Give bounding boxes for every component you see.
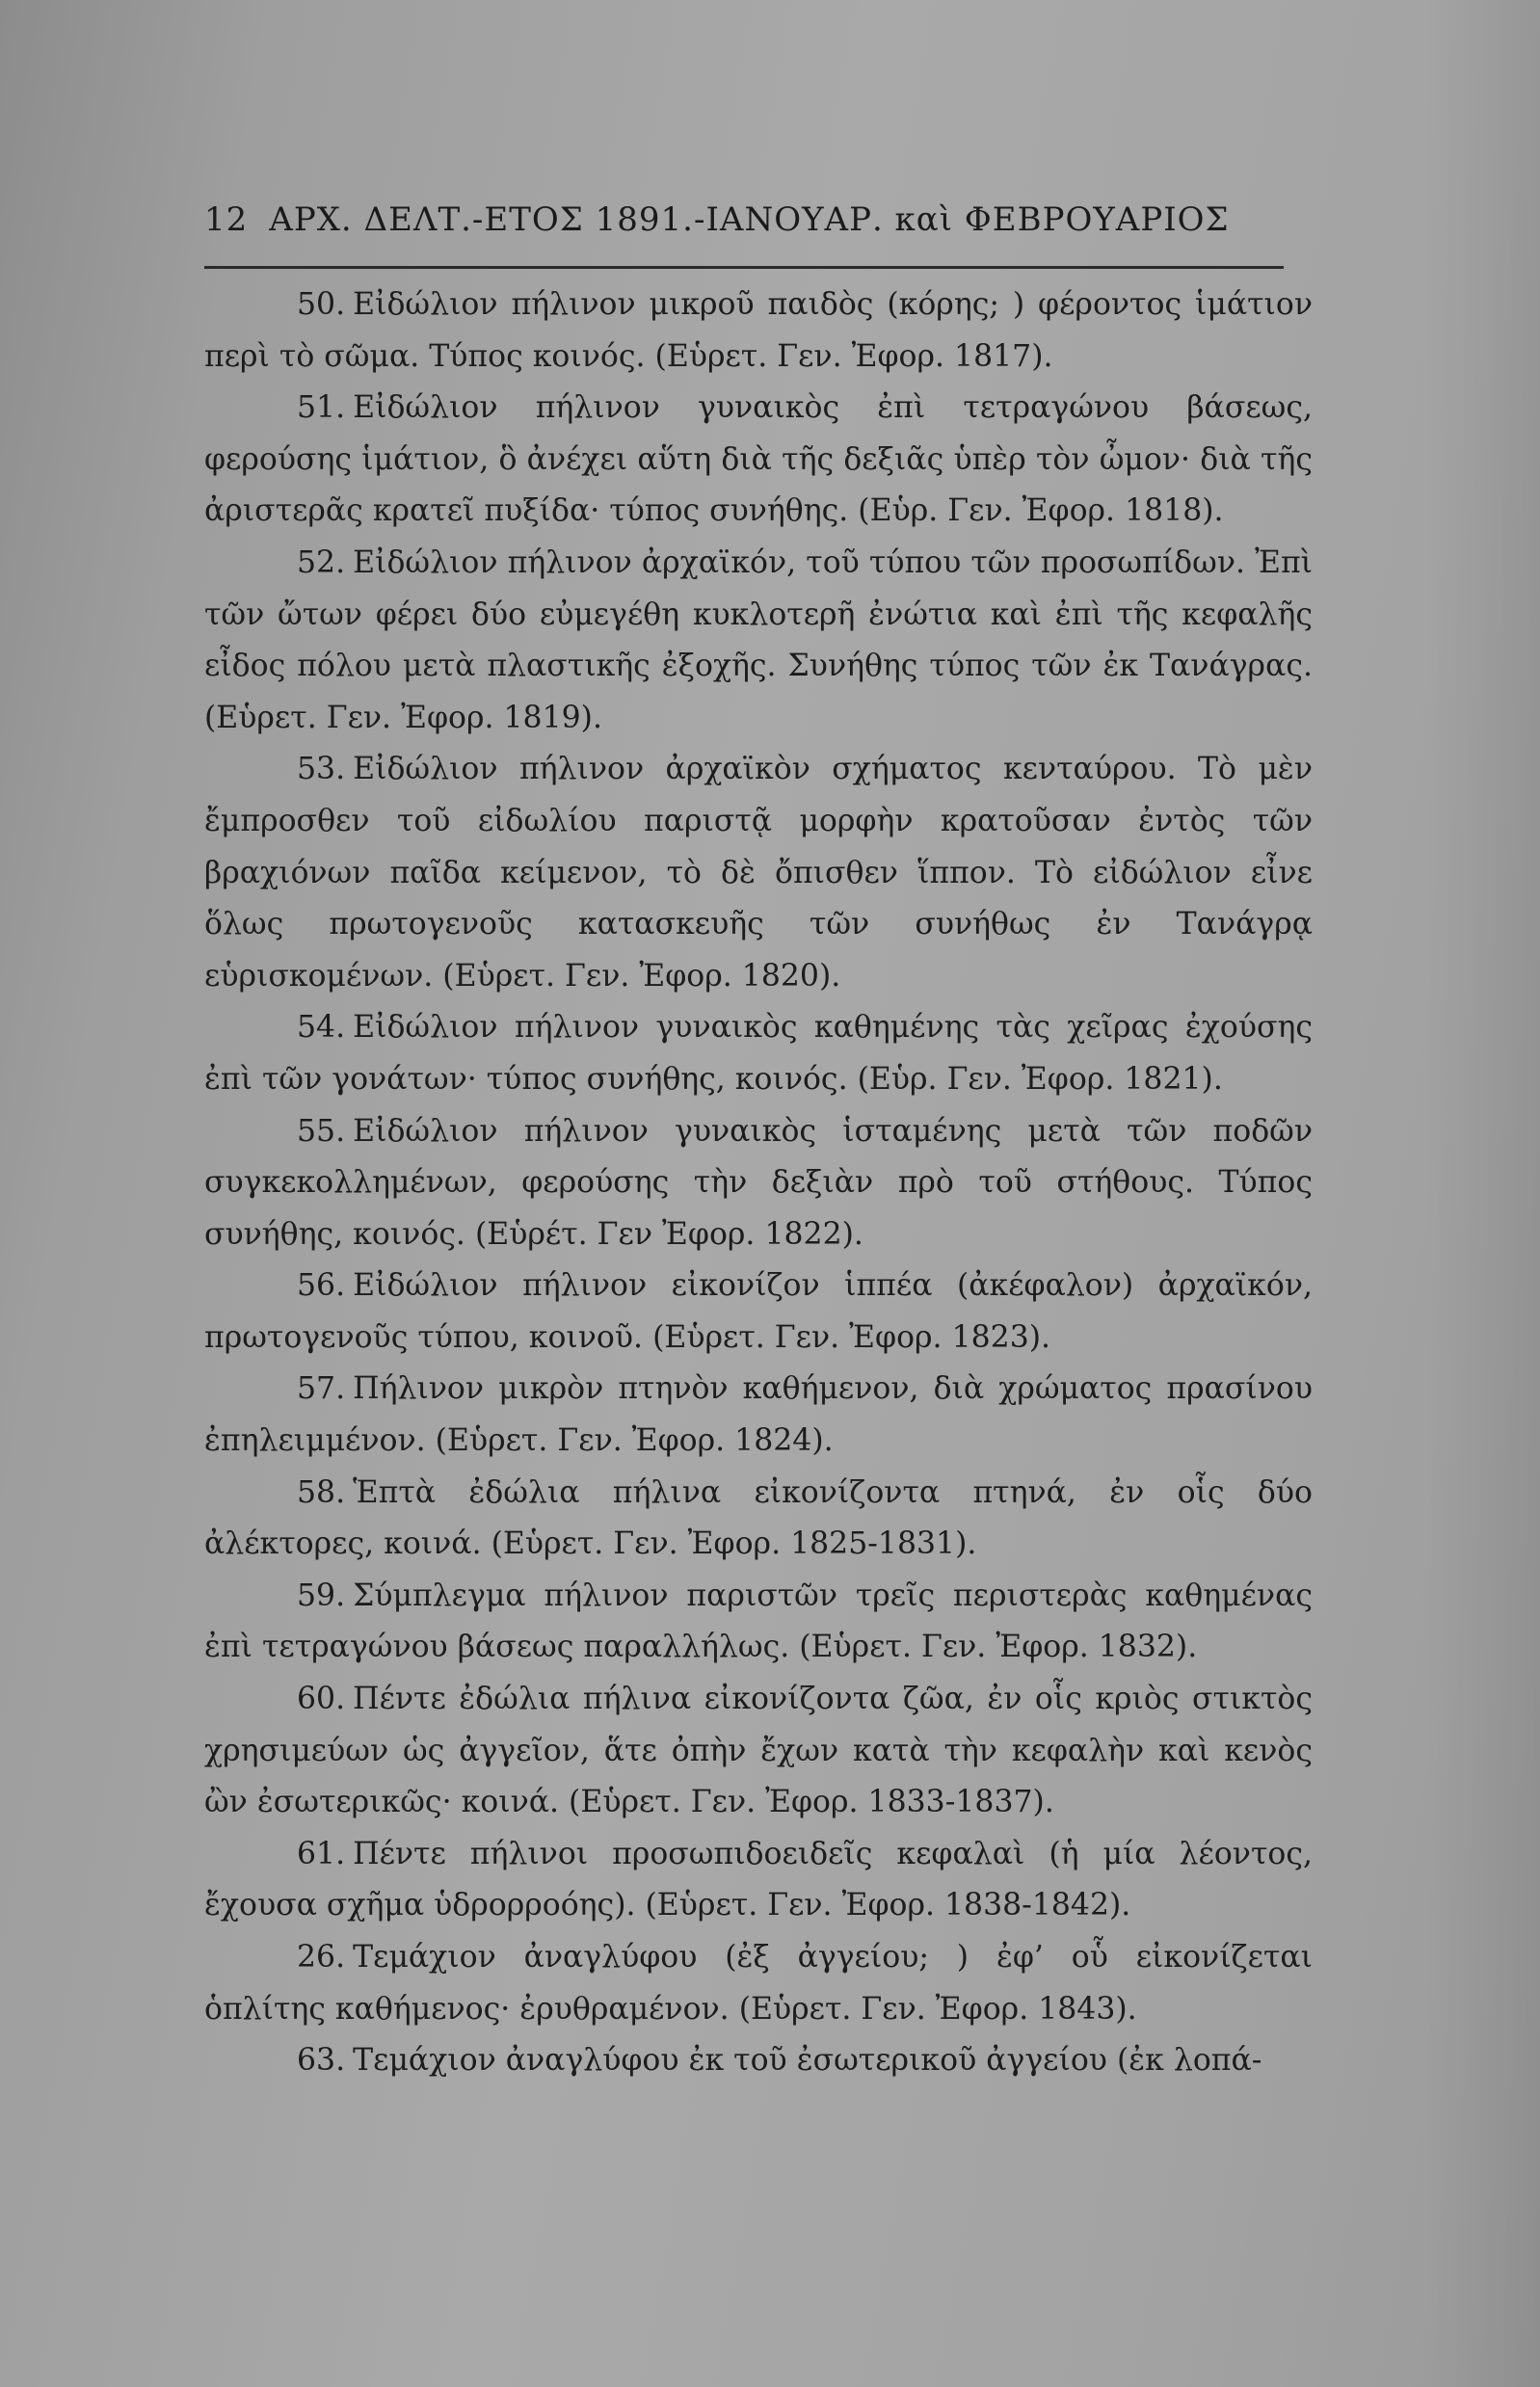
entry-text: Εἰδώλιον πήλινον μικροῦ παιδὸς (κόρης; ) φέροντος ἱμάτιον περὶ τὸ σῶμα. Τύπος κοινός. (Εὑρετ. Γεν. Ἐφορ. 1817). <box>204 287 1313 374</box>
catalogue-entry-63 <box>204 2035 1313 2087</box>
entry-text: Ἑπτὰ ἐδώλια πήλινα εἰκονίζοντα πτηνά, ἐν οἷς δύο ἀλέκτορες, κοινά. (Εὑρετ. Γεν. Ἐφορ. 1825-1831). <box>204 1474 1313 1562</box>
catalogue-entry-60 <box>204 1674 1313 1829</box>
header-rule <box>204 266 1284 269</box>
entry-number: 58. <box>297 1474 346 1510</box>
entry-text: Πήλινον μικρὸν πτηνὸν καθήμενον, διὰ χρώματος πρασίνου ἐπηλειμμένον. (Εὑρετ. Γεν. Ἐφορ. 1824). <box>204 1371 1313 1459</box>
entry-text: Σύμπλεγμα πήλινον παριστῶν τρεῖς περιστερὰς καθημένας ἐπὶ τετραγώνου βάσεως παραλλήλως. (Εὑρετ. Γεν. Ἐφορ. 1832). <box>204 1578 1313 1665</box>
entry-text: Εἰδώλιον πήλινον εἰκονίζον ἱππέα (ἀκέφαλον) ἀρχαϊκόν, πρωτογενοῦς τύπου, κοινοῦ. (Εὑρετ. Γεν. Ἐφορ. 1823). <box>204 1268 1313 1355</box>
entry-text: Πέντε ἐδώλια πήλινα εἰκονίζοντα ζῶα, ἐν οἷς κριὸς στικτὸς χρησιμεύων ὡς ἀγγεῖον, ἅτε ὀπὴν ἔχων κατὰ τὴν κεφαλὴν καὶ κενὸς ὢν ἐσωτερικῶς· κοινά. (Εὑρετ. Γεν. Ἐφορ. 1833-1837). <box>204 1682 1313 1820</box>
running-header <box>204 200 1284 258</box>
entry-text: Εἰδώλιον πήλινον γυναικὸς καθημένης τὰς χεῖρας ἐχούσης ἐπὶ τῶν γονάτων· τύπος συνήθης, κοινός. (Εὑρ. Γεν. Ἐφορ. 1821). <box>204 1010 1313 1097</box>
catalogue-entry-57 <box>204 1364 1313 1467</box>
catalogue-entry-50 <box>204 279 1313 383</box>
entry-number: 59. <box>297 1578 346 1613</box>
catalogue-entry-61 <box>204 1829 1313 1932</box>
entry-text: Τεμάχιον ἀναγλύφου ἐκ τοῦ ἐσωτερικοῦ ἀγγείου (ἐκ λοπά- <box>353 2043 1262 2079</box>
entry-text: Εἰδώλιον πήλινον ἀρχαϊκόν, τοῦ τύπου τῶν προσωπίδων. Ἐπὶ τῶν ὤτων φέρει δύο εὐμεγέθη κυκλοτερῆ ἐνώτια καὶ ἐπὶ τῆς κεφαλῆς εἶδος πόλου μετὰ πλαστικῆς ἐξοχῆς. Συνήθης τύπος τῶν ἐκ Τανάγρας. (Εὑρετ. Γεν. Ἐφορ. 1819). <box>204 544 1313 735</box>
entry-number: 54. <box>297 1010 346 1046</box>
catalogue-entry-59 <box>204 1571 1313 1674</box>
catalogue-entry-51 <box>204 383 1313 538</box>
page-shadow <box>1424 0 1540 2387</box>
entry-text: Εἰδώλιον πήλινον ἀρχαϊκὸν σχήματος κενταύρου. Τὸ μὲν ἔμπροσθεν τοῦ εἰδωλίου παριστᾷ μορφὴν κρατοῦσαν ἐντὸς τῶν βραχιόνων παῖδα κείμενον, τὸ δὲ ὄπισθεν ἵππον. Τὸ εἰδώλιον εἶνε ὅλως πρωτογενοῦς κατασκευῆς τῶν συνήθως ἐν Τανάγρᾳ εὑρισκομένων. (Εὑρετ. Γεν. Ἐφορ. 1820). <box>204 752 1313 994</box>
catalogue-entry-56 <box>204 1260 1313 1364</box>
entry-number: 52. <box>297 544 346 580</box>
page-number: 12 <box>204 200 249 239</box>
catalogue-text <box>204 279 1313 2087</box>
catalogue-entry-53 <box>204 744 1313 1002</box>
catalogue-entry-55 <box>204 1106 1313 1261</box>
running-title: ΑΡΧ. ΔΕΛΤ.-ΕΤΟΣ 1891.-ΙΑΝΟΥΑΡ. καὶ ΦΕΒΡΟΥΑΡΙΟΣ <box>269 200 1230 239</box>
entry-text: Εἰδώλιον πήλινον γυναικὸς ἱσταμένης μετὰ τῶν ποδῶν συγκεκολλημένων, φερούσης τὴν δεξιὰν πρὸ τοῦ στήθους. Τύπος συνήθης, κοινός. (Εὑρέτ. Γεν Ἐφορ. 1822). <box>204 1113 1313 1252</box>
entry-number: 26. <box>297 1940 346 1975</box>
entry-number: 57. <box>297 1371 346 1407</box>
entry-text: Εἰδώλιον πήλινον γυναικὸς ἐπὶ τετραγώνου βάσεως, φερούσης ἱμάτιον, ὃ ἀνέχει αὕτη διὰ τῆς δεξιᾶς ὑπὲρ τὸν ὦμον· διὰ τῆς ἀριστερᾶς κρατεῖ πυξίδα· τύπος συνήθης. (Εὑρ. Γεν. Ἐφορ. 1818). <box>204 390 1313 529</box>
catalogue-entry-54 <box>204 1002 1313 1105</box>
catalogue-entry-58 <box>204 1468 1313 1571</box>
entry-number: 55. <box>297 1113 346 1149</box>
entry-number: 50. <box>297 287 346 322</box>
catalogue-entry-62 <box>204 1932 1313 2035</box>
entry-text: Τεμάχιον ἀναγλύφου (ἐξ ἀγγείου; ) ἐφ’ οὗ εἰκονίζεται ὁπλίτης καθήμενος· ἐρυθραμένον. (Εὑρετ. Γεν. Ἐφορ. 1843). <box>204 1940 1313 2027</box>
entry-number: 61. <box>297 1836 346 1871</box>
entry-number: 60. <box>297 1682 346 1717</box>
catalogue-entry-52 <box>204 538 1313 744</box>
entry-number: 53. <box>297 752 346 787</box>
entry-number: 63. <box>297 2043 346 2079</box>
entry-text: Πέντε πήλινοι προσωπιδοειδεῖς κεφαλαὶ (ἡ μία λέοντος, ἔχουσα σχῆμα ὑδρορροόης). (Εὑρετ. Γεν. Ἐφορ. 1838-1842). <box>204 1836 1313 1923</box>
entry-number: 56. <box>297 1268 346 1304</box>
entry-number: 51. <box>297 390 346 426</box>
